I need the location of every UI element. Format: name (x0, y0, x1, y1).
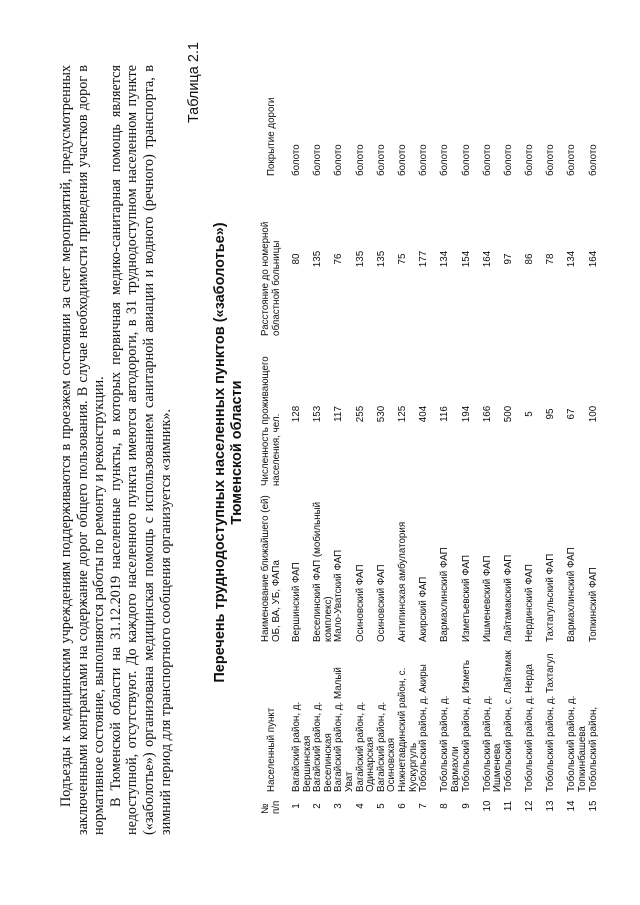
table-header-row (252, 47, 292, 817)
cell-distance: 135 (375, 250, 387, 268)
cell-settlement: Тобольский район, д. Изметь (460, 660, 472, 792)
settlements-table (252, 47, 610, 817)
cell-settlement: Вагайский район, д. Осиновская (375, 701, 398, 792)
cell-population: 95 (545, 408, 557, 420)
cell-distance: 154 (460, 250, 472, 268)
intro-paragraph-1: Подъезды к медицинским учреждениям поддерживаются в проезжем состоянии за счет мероприятий, предусмотренных заключенными контрактами на содержание дорог общего пользования. В случае необходимости приведения участков дорог в нормативное состояние, выполняются работы по ремонту и реконструкции. (58, 65, 108, 835)
cell-road: болото (418, 144, 430, 176)
cell-facility: Вармахлинский ФАП (439, 547, 451, 642)
cell-population: 125 (396, 405, 408, 423)
cell-settlement: Тобольский район, д. Нерда (524, 664, 536, 792)
cell-facility: Вершинский ФАП (291, 562, 302, 642)
cell-number: 11 (502, 800, 514, 812)
cell-road: болото (439, 144, 451, 176)
cell-population: 100 (587, 405, 599, 423)
cell-population: 128 (291, 405, 302, 423)
cell-population: 116 (439, 406, 451, 422)
cell-facility: Осиновский ФАП (375, 564, 387, 642)
cell-settlement: Тобольский район, (587, 706, 599, 792)
cell-settlement: Нижнетавдинский район, с. Кускургуль (396, 667, 419, 792)
table-row (313, 47, 334, 817)
header-number: № п/п (260, 800, 282, 814)
cell-road: болото (502, 144, 514, 176)
cell-distance: 97 (502, 253, 514, 265)
header-road: Покрытие дороги (265, 97, 277, 176)
cell-distance: 135 (354, 250, 366, 268)
cell-number: 9 (460, 803, 472, 809)
cell-road: болото (312, 144, 324, 176)
cell-facility: Ишменевский ФАП (481, 555, 493, 642)
cell-population: 5 (524, 411, 536, 417)
table-title (212, 100, 246, 805)
cell-population: 153 (312, 405, 324, 423)
cell-distance: 164 (481, 250, 493, 268)
cell-road: болото (396, 144, 408, 176)
cell-road: болото (524, 144, 536, 176)
cell-road: болото (587, 144, 599, 176)
cell-distance: 80 (291, 253, 302, 265)
cell-distance: 76 (333, 253, 345, 265)
cell-facility: Топкинский ФАП (587, 567, 599, 642)
cell-population: 530 (375, 405, 387, 423)
cell-distance: 177 (418, 250, 430, 268)
cell-facility: Лайтамакский ФАП (502, 554, 514, 642)
table-caption: Таблица 2.1 (186, 42, 202, 124)
cell-population: 166 (481, 405, 493, 423)
cell-distance: 86 (524, 253, 536, 265)
cell-road: болото (460, 144, 472, 176)
table-row (525, 47, 546, 817)
cell-population: 404 (418, 405, 430, 423)
cell-number: 3 (333, 803, 345, 809)
cell-facility: Вармахлинский ФАП (566, 547, 578, 642)
table-row (589, 47, 610, 817)
cell-population: 255 (354, 405, 366, 423)
cell-population: 117 (333, 406, 345, 422)
cell-road: болото (566, 144, 578, 176)
cell-facility: Мало-Уватский ФАП (333, 549, 345, 642)
cell-road: болото (375, 144, 387, 176)
table-row (567, 47, 588, 817)
table-title-line-1: Перечень труднодоступных населенных пунктов («заболотье») (212, 222, 228, 683)
cell-road: болото (291, 144, 302, 176)
table-row (356, 47, 377, 817)
cell-settlement: Тобольский район, д. Тахтагул (545, 653, 557, 792)
cell-facility: Нердинский ФАП (524, 564, 536, 642)
cell-number: 6 (396, 803, 408, 809)
cell-distance: 78 (545, 253, 557, 265)
header-distance: Расстояние до номерной областной больницы (260, 221, 282, 336)
cell-settlement: Вагайский район, д. Одинарская (354, 701, 377, 792)
cell-number: 8 (439, 803, 451, 809)
cell-number: 7 (418, 803, 430, 809)
cell-number: 13 (545, 800, 557, 812)
cell-settlement: Тобольский район, д. Ишменева (481, 695, 504, 792)
table-row (483, 47, 504, 817)
table-row (334, 47, 355, 817)
cell-facility: Акирский ФАП (418, 576, 430, 642)
table-row (419, 47, 440, 817)
cell-facility: Антипинская амбулатория (396, 521, 408, 642)
table-row (398, 47, 419, 817)
intro-text (58, 65, 174, 835)
table-title-line-2: Тюменской области (229, 380, 245, 525)
table-row (292, 47, 313, 817)
cell-distance: 164 (587, 250, 599, 268)
cell-number: 15 (587, 800, 599, 812)
cell-distance: 134 (566, 250, 578, 268)
cell-road: болото (545, 144, 557, 176)
table-row (377, 47, 398, 817)
table-body (292, 47, 610, 817)
cell-road: болото (333, 144, 345, 176)
cell-population: 194 (460, 405, 472, 423)
cell-facility: Изметьевский ФАП (460, 554, 472, 642)
cell-settlement: Вагайский район, д. Малый Уват (333, 667, 355, 792)
cell-number: 2 (312, 803, 324, 809)
cell-number: 14 (566, 800, 578, 812)
cell-settlement: Тобольский район, д. Вармахли (439, 695, 461, 792)
header-settlement: Населенный пункт (265, 707, 277, 792)
cell-distance: 134 (439, 250, 451, 268)
cell-number: 12 (524, 800, 536, 812)
table-row (546, 47, 567, 817)
cell-number: 10 (481, 800, 493, 812)
cell-distance: 135 (312, 250, 324, 268)
table-row (440, 47, 461, 817)
cell-facility: Веселинский ФАП (мобильный комплекс) (312, 501, 334, 642)
cell-settlement: Тобольский район, д. Акиры (418, 664, 430, 792)
header-population: Численность проживающего населения, чел. (260, 356, 282, 486)
cell-facility: Тахтагульский ФАП (545, 553, 557, 642)
cell-population: 67 (566, 408, 578, 420)
cell-settlement: Вагайский район, д. Вершинская (291, 701, 313, 792)
table-row (462, 47, 483, 817)
cell-number: 1 (291, 803, 302, 809)
header-facility: Наименование ближайшего (ей) ОБ, ВА, УБ, ФАПа (260, 495, 282, 642)
cell-facility: Осиновский ФАП (354, 564, 366, 642)
intro-paragraph-2: В Тюменской области на 31.12.2019 населенные пункты, в которых первичная медико-санитарная помощь является недоступной, отсутствуют. До каждого населенного пункта имеются автодороги, в 31 труднодоступном населенном пункте («заболотье») организована медицинская помощь с использованием санитарной авиации и водного (речного) транспорта, в зимний период для транспортного сообщения организуется «зимник». (107, 65, 174, 835)
cell-settlement: Тобольский район, с. Лайтамак (502, 650, 514, 792)
cell-settlement: Вагайский район, д. Веселинская (312, 701, 334, 792)
cell-road: болото (354, 144, 366, 176)
cell-road: болото (481, 144, 493, 176)
cell-number: 4 (354, 803, 366, 809)
cell-settlement: Тобольский район, д. Топкинбашева (566, 695, 589, 792)
cell-distance: 75 (396, 253, 408, 265)
table-row (504, 47, 525, 817)
cell-population: 500 (502, 405, 514, 423)
cell-number: 5 (375, 803, 387, 809)
